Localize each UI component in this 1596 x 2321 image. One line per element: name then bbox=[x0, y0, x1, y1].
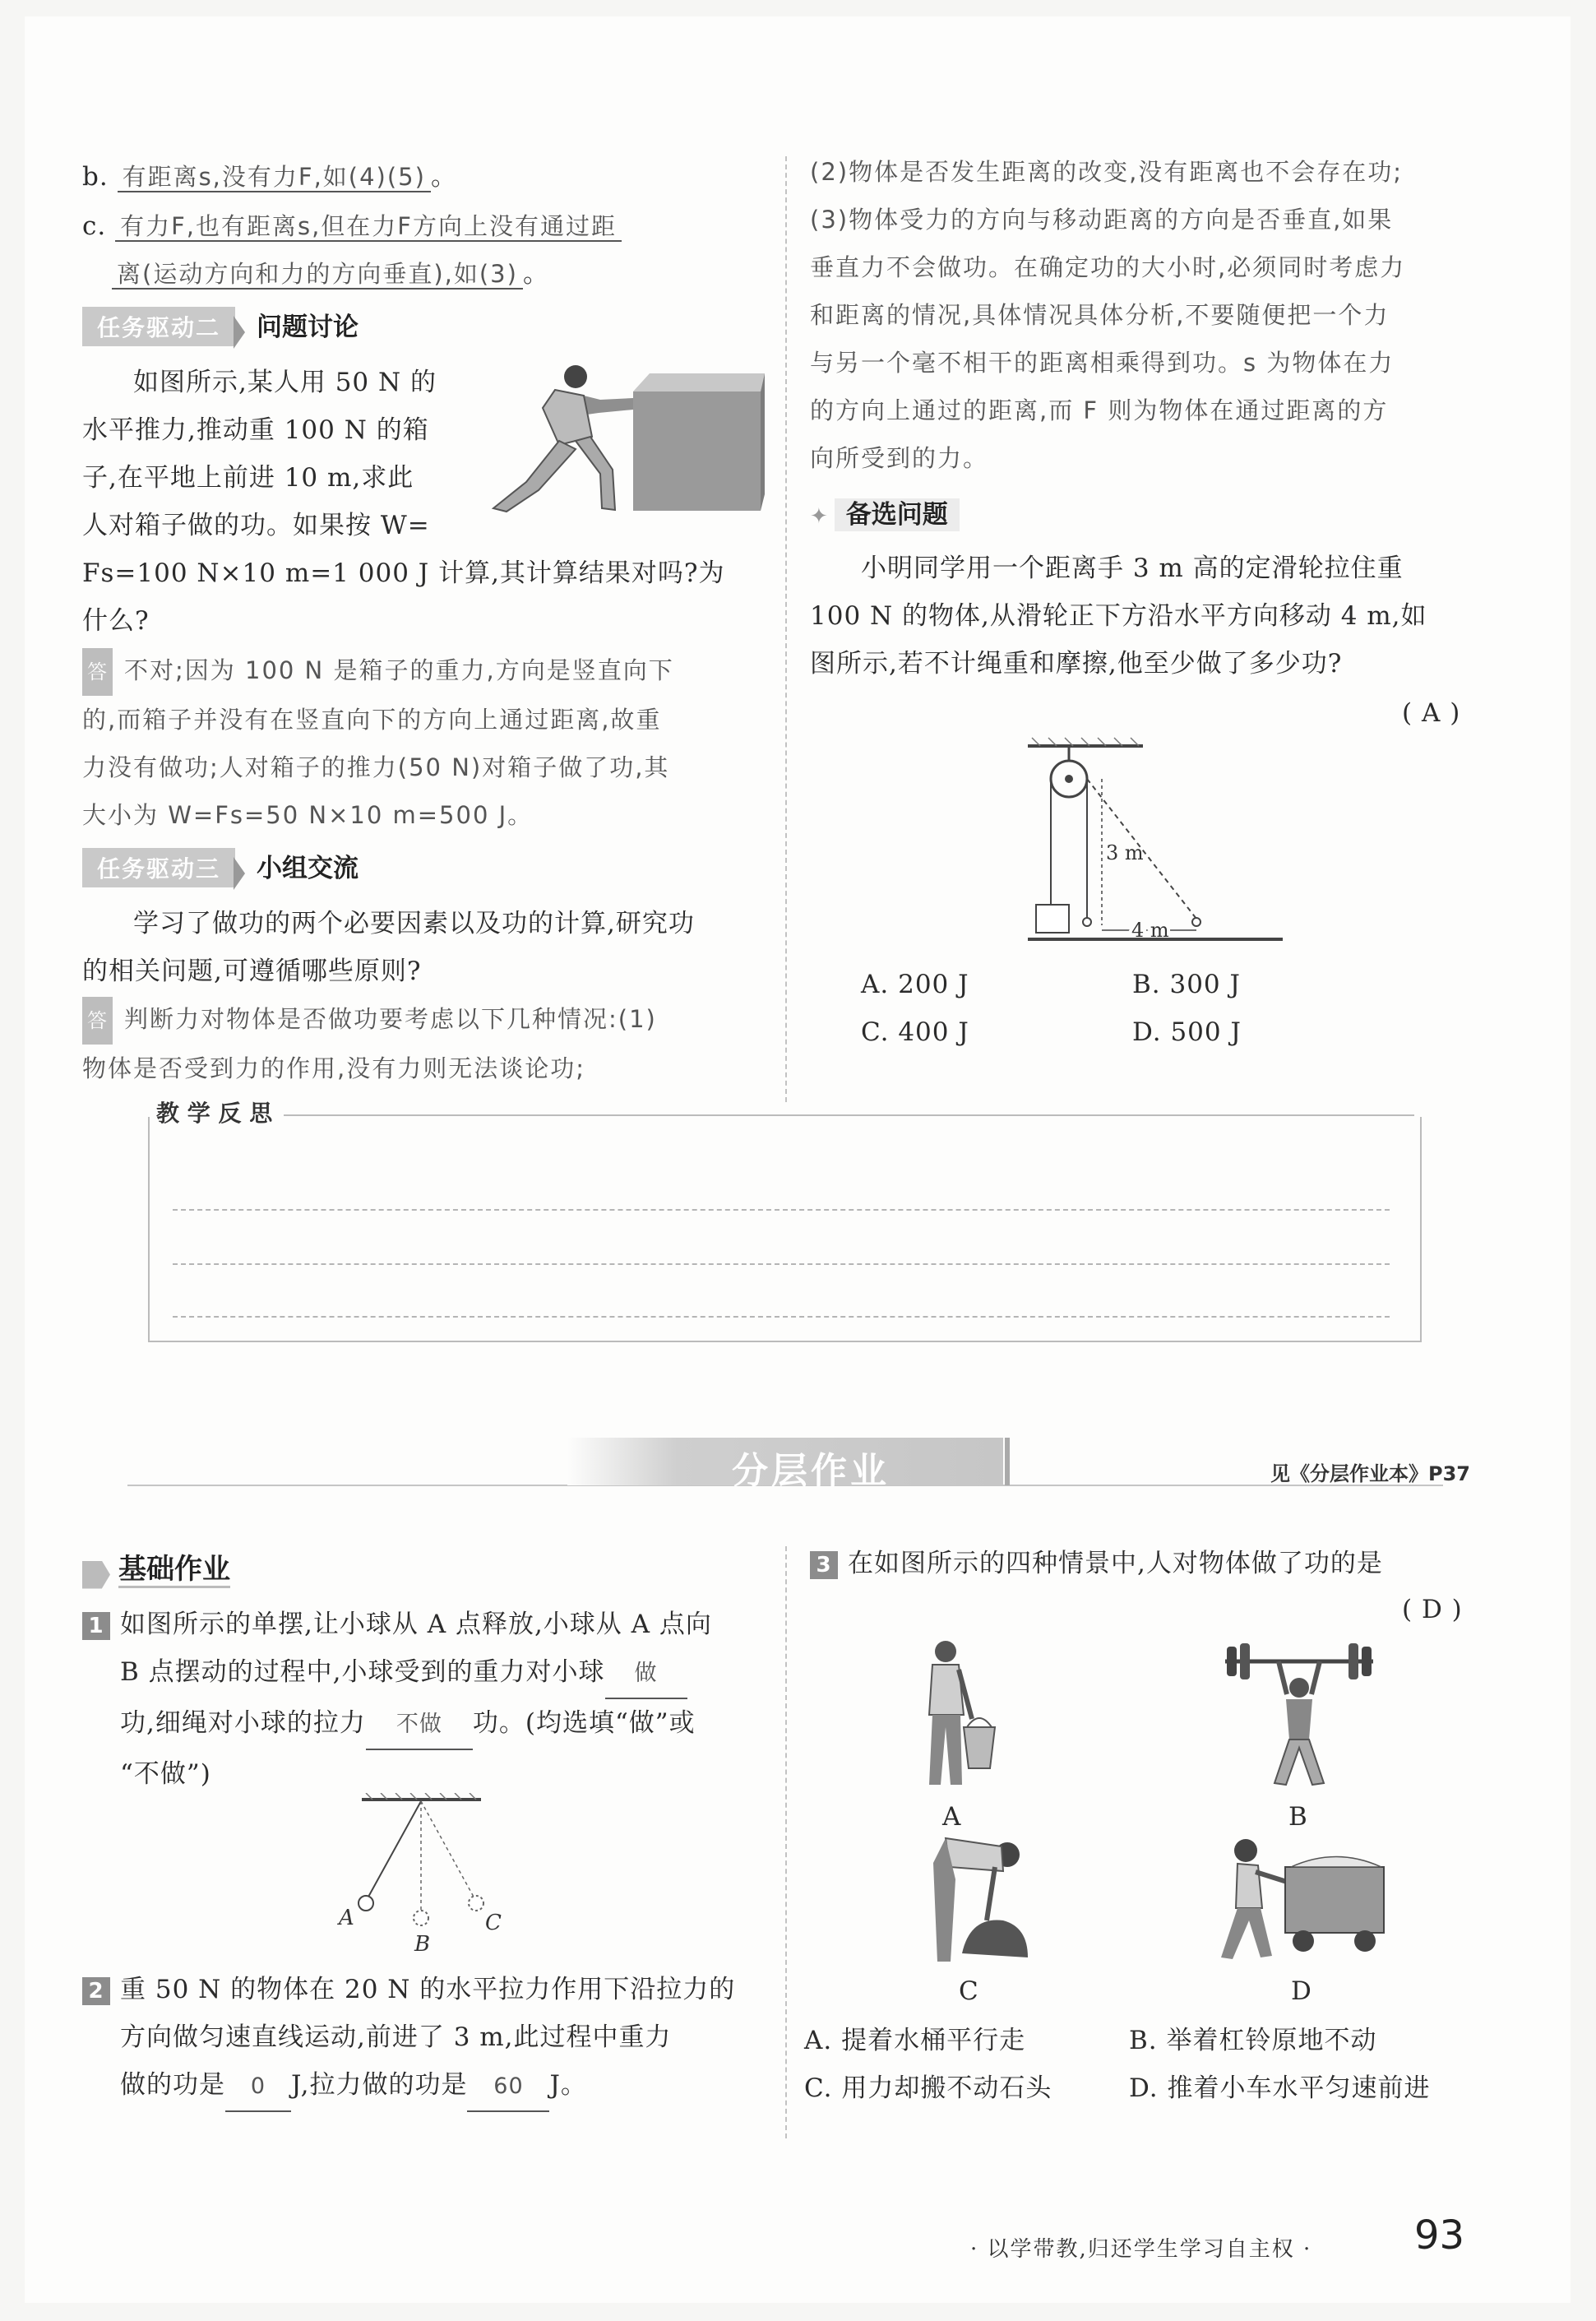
ball-a bbox=[359, 1896, 373, 1911]
answer-label: 答 bbox=[82, 997, 113, 1045]
weight-block bbox=[1036, 905, 1069, 933]
backup-question: 小明同学用一个距离手 3 m 高的定滑轮拉住重 100 N 的物体,从滑轮正下方沿水平方向移动 4 m,如 图所示,若不计绳重和摩擦,他至少做了多少功? bbox=[810, 554, 1427, 679]
column-divider bbox=[785, 1546, 787, 2138]
option-a: A. 200 J bbox=[861, 970, 969, 999]
task2-header bbox=[82, 306, 359, 349]
reflection-line bbox=[173, 1209, 1390, 1211]
label-c: C bbox=[485, 1911, 502, 1935]
ball-b bbox=[414, 1911, 428, 1925]
item-b-answer: 有距离s,没有力F,如(4)(5) bbox=[118, 163, 431, 192]
bucket-icon bbox=[964, 1727, 995, 1768]
backup-header bbox=[810, 493, 960, 530]
item-c-answer-1: 有力F,也有距离s,但在力F方向上没有通过距 bbox=[115, 212, 622, 242]
scene-a-label: A bbox=[942, 1802, 962, 1832]
basic-title: 基础作业 bbox=[118, 1553, 230, 1588]
pendulum-figure bbox=[329, 1793, 510, 1957]
badge-arrow-icon bbox=[234, 316, 245, 349]
scene-c-label: C bbox=[959, 1976, 979, 2006]
layer-reference: 见《分层作业本》P37 bbox=[1270, 1462, 1470, 1485]
layer-banner-title: 分层作业 bbox=[732, 1450, 890, 1492]
basic-header bbox=[82, 1546, 230, 1589]
q3-option-b: B. 举着杠铃原地不动 bbox=[1129, 2026, 1377, 2055]
label-b: B bbox=[414, 1932, 431, 1957]
q3-option-d: D. 推着小车水平匀速前进 bbox=[1129, 2073, 1431, 2103]
label-a: A bbox=[339, 1906, 354, 1930]
task3-badge: 任务驱动三 bbox=[82, 848, 235, 887]
backup-title: 备选问题 bbox=[835, 498, 960, 531]
task3-answer: 答 判断力对物体是否做功要考虑以下几种情况:(1) 物体是否受到力的作用,没有力则无法谈论功; bbox=[82, 995, 773, 1092]
task2-answer: 答 不对;因为 100 N 是箱子的重力,方向是竖直向下 的,而箱子并没有在竖直向下的方向上通过距离,故重 力没有做功;人对箱子的推力(50 N)对箱子做了功,其 大小为 W=Fs=50 N×10 m=500 J。 bbox=[82, 646, 773, 839]
option-d: D. 500 J bbox=[1132, 1017, 1242, 1047]
person-start-icon bbox=[1083, 918, 1091, 926]
scene-b-figure bbox=[1217, 1637, 1381, 1793]
reflection-box bbox=[148, 1117, 1422, 1342]
q3-option-a: A. 提着水桶平行走 bbox=[804, 2026, 1026, 2055]
task3-header bbox=[82, 847, 359, 890]
column-divider bbox=[785, 156, 787, 1102]
q3-answer: ( D ) bbox=[1402, 1595, 1463, 1624]
item-c-2: 离(运动方向和力的方向垂直),如(3) 。 bbox=[112, 250, 770, 298]
backup-answer: ( A ) bbox=[1402, 698, 1461, 728]
task2-badge: 任务驱动二 bbox=[82, 307, 235, 346]
footer-motto: · 以学带教,归还学生学习自主权 · bbox=[970, 2237, 1312, 2262]
push-box-figure bbox=[477, 359, 765, 515]
scene-a-figure bbox=[904, 1637, 1003, 1793]
q3: 3 在如图所示的四种情景中,人对物体做了功的是 bbox=[810, 1540, 1492, 1587]
star-icon: ✦ bbox=[810, 504, 828, 529]
option-c: C. 400 J bbox=[861, 1017, 969, 1047]
option-b: B. 300 J bbox=[1132, 970, 1241, 999]
task3-question: 学习了做功的两个必要因素以及功的计算,研究功 的相关问题,可遵循哪些原则? bbox=[82, 909, 695, 986]
backup-options bbox=[861, 961, 1436, 1056]
reflection-line bbox=[173, 1316, 1390, 1318]
scene-c-figure bbox=[913, 1830, 1036, 1966]
scene-b-label: B bbox=[1288, 1802, 1308, 1832]
box-side bbox=[761, 373, 765, 511]
page-number: 93 bbox=[1414, 2212, 1465, 2258]
q1-answer-1: 做 bbox=[605, 1650, 687, 1699]
ball-c bbox=[469, 1896, 483, 1911]
item-c-answer-2: 离(运动方向和力的方向垂直),如(3) bbox=[112, 260, 523, 290]
q1-number: 1 bbox=[82, 1612, 110, 1640]
box-front bbox=[633, 391, 761, 511]
item-c: c. 有力F,也有距离s,但在力F方向上没有通过距 bbox=[82, 202, 773, 250]
scene-d-label: D bbox=[1291, 1976, 1312, 2006]
reflection-line bbox=[173, 1263, 1390, 1265]
q3-number: 3 bbox=[810, 1551, 838, 1579]
q2: 2 重 50 N 的物体在 20 N 的水平拉力作用下沿拉力的 方向做匀速直线运动,前进了 3 m,此过程中重力 做的功是 0 J,拉力做的功是 60 J。 bbox=[82, 1966, 773, 2112]
task2-question: 如图所示,某人用 50 N 的 水平推力,推动重 100 N 的箱 子,在平地上前进 10 m,求此 人对箱子做的功。如果按 W= Fs=100 N×10 m=1 000 J 计算,其计算结果对吗?为 什么? bbox=[82, 368, 725, 636]
string-c bbox=[421, 1801, 474, 1898]
person-end-icon bbox=[1192, 918, 1200, 926]
q2-answer-1: 0 bbox=[225, 2063, 291, 2112]
q3-option-c: C. 用力却搬不动石头 bbox=[804, 2073, 1052, 2103]
string-a bbox=[368, 1801, 421, 1898]
task2-title: 问题讨论 bbox=[257, 313, 359, 342]
q2-number: 2 bbox=[82, 1977, 110, 2005]
task3-title: 小组交流 bbox=[257, 854, 359, 883]
q1: 1 如图所示的单摆,让小球从 A 点释放,小球从 A 点向 B 点摆动的过程中,小球受到的重力对小球 做 功,细绳对小球的拉力 不做 功。(均选填“做”或 “不做”) bbox=[82, 1601, 773, 1798]
person-pushing-icon bbox=[493, 365, 633, 512]
badge-arrow-icon bbox=[234, 857, 245, 890]
stone-icon bbox=[962, 1920, 1028, 1958]
item-b: b. 有距离s,没有力F,如(4)(5) 。 bbox=[82, 162, 457, 192]
reflection-title: 教 学 反 思 bbox=[156, 1096, 284, 1128]
cart-icon bbox=[1285, 1867, 1384, 1933]
height-label: 3 m bbox=[1106, 841, 1144, 864]
q3-options bbox=[804, 2017, 1503, 2112]
pulley-figure bbox=[1020, 736, 1291, 962]
scene-d-figure bbox=[1213, 1834, 1394, 1966]
box-top bbox=[633, 373, 765, 391]
answer-continued: (2)物体是否发生距离的改变,没有距离也不会存在功; (3)物体受力的方向与移动距离的方向是否垂直,如果 垂直力不会做功。在确定功的大小时,必须同时考虑力 和距离的情况,具体情况具体分析,不要随便把一个力 与另一个毫不相干的距离相乘得到功。s 为物体在力 的方向上通过的距离,而 F 则为物体在通过距离的方 向所受到的力。 bbox=[810, 158, 1406, 472]
answer-label: 答 bbox=[82, 648, 113, 696]
arrow-tag-icon bbox=[82, 1561, 110, 1589]
q2-answer-2: 60 bbox=[467, 2063, 549, 2112]
q1-answer-2: 不做 bbox=[366, 1701, 473, 1750]
width-label: 4 m bbox=[1131, 919, 1169, 942]
